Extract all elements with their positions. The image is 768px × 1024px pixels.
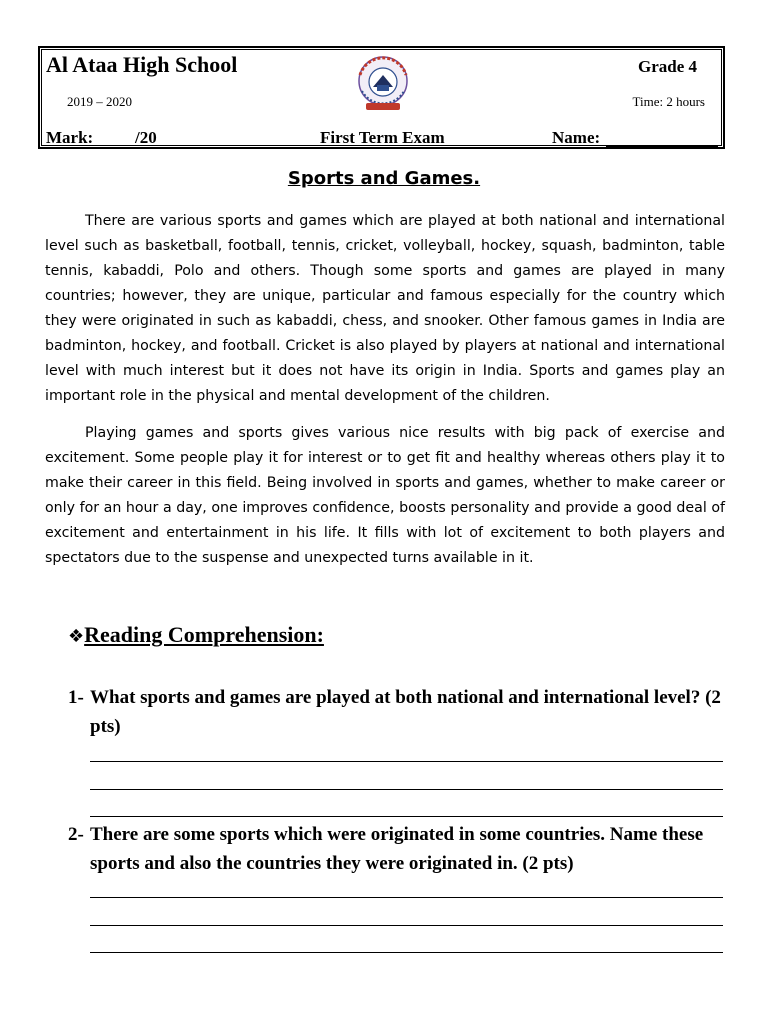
school-year: 2019 – 2020 [67, 94, 132, 109]
school-name: Al Ataa High School [46, 52, 238, 77]
answer-line[interactable] [90, 952, 723, 953]
name-label: Name: [552, 128, 601, 147]
mark-total: /20 [135, 128, 157, 147]
question-number: 2- [68, 824, 84, 845]
passage-paragraph: Playing games and sports gives various nice results with big pack of exercise and excitement. Some people play it for interest or to get fit and healthy whereas others play it to make their career in this field. Being involved in sports and games, whether to make career or only for an hour a day, one improves confidence, boosts personality and provide a good deal of excitement and entertainment in his life. It fills with lot of excitement to both players and spectators due to the suspense and unexpected turns available in it. [45, 425, 725, 566]
exam-header [38, 46, 725, 149]
question-text: There are some sports which were originated in some countries. Name these sports and also the countries they were originated in. (2 pts) [90, 824, 704, 874]
exam-time: Time: 2 hours [632, 94, 705, 109]
diamond-bullet-icon: ❖ [68, 626, 85, 647]
passage-title: Sports and Games. [287, 168, 481, 189]
school-crest-logo [346, 51, 420, 117]
grade-label: Grade 4 [637, 57, 697, 76]
section-title: Reading Comprehension: [84, 622, 324, 647]
answer-line[interactable] [90, 897, 723, 898]
question-1 [68, 683, 728, 741]
answer-line[interactable] [90, 925, 723, 926]
section-heading [68, 622, 324, 648]
question-2 [68, 820, 728, 878]
answer-line[interactable] [90, 816, 723, 817]
name-field[interactable] [606, 146, 718, 147]
exam-title: First Term Exam [320, 128, 445, 147]
answer-line[interactable] [90, 761, 723, 762]
answer-line[interactable] [90, 789, 723, 790]
question-text: What sports and games are played at both national and international level? (2 pts) [90, 687, 721, 737]
mark-label: Mark: [46, 128, 94, 147]
passage-paragraph: There are various sports and games which are played at both national and international level such as basketball, football, tennis, cricket, volleyball, hockey, squash, badminton, table tennis, kabaddi, Polo and others. Though some sports and games are played in many countries; however, they are unique, particular and famous especially for the country which they were originated in such as kabaddi, chess, and snooker. Other famous games in India are badminton, hockey, and football. Cricket is also played by players at national and international level with much interest but it does not have its origin in India. Sports and games play an important role in the physical and mental development of the children. [45, 213, 725, 404]
question-number: 1- [68, 687, 84, 708]
